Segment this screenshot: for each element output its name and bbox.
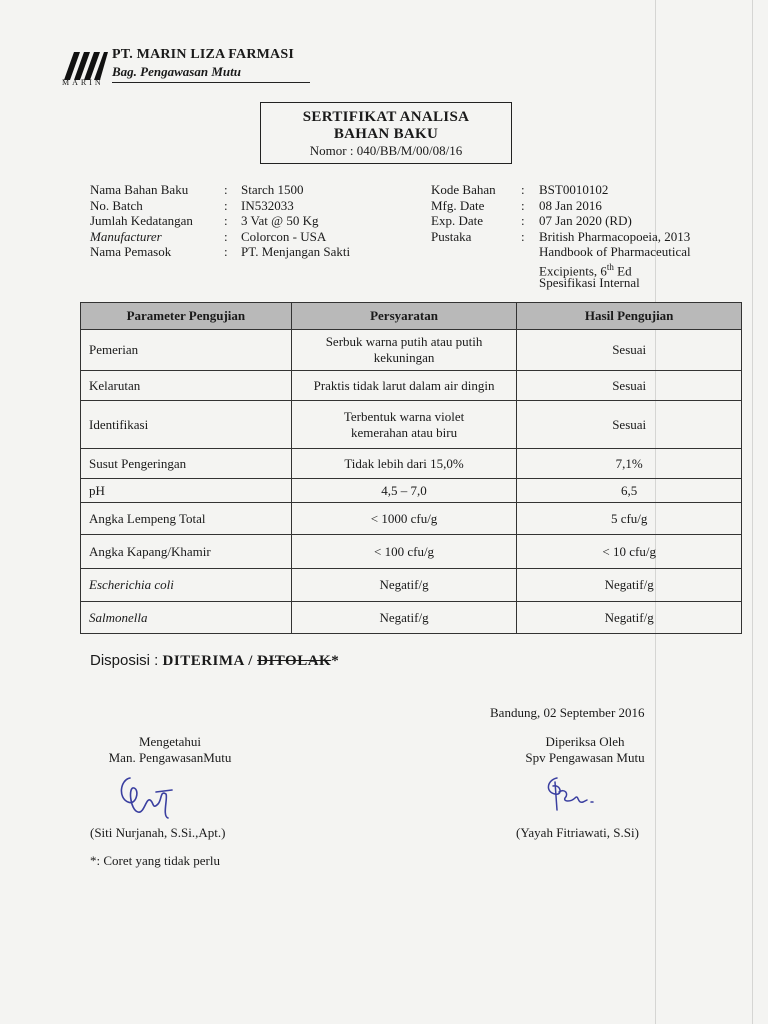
info-left-labels [90, 182, 193, 260]
result-cell: Sesuai [517, 330, 742, 371]
table-header-row [81, 303, 742, 330]
separator: : [521, 213, 525, 228]
requirement-line-2: kekuningan [373, 350, 435, 365]
department-name: Bag. Pengawasan Mutu [112, 64, 241, 79]
certificate-subtitle: BAHAN BAKU [333, 126, 439, 142]
param-cell: Salmonella [81, 602, 292, 634]
table-row [81, 330, 742, 371]
header-requirement: Persyaratan [291, 303, 517, 330]
result-cell: < 10 cfu/g [517, 535, 742, 569]
reference-3-suffix: Ed [613, 262, 632, 278]
param-cell: Pemerian [81, 330, 292, 371]
requirement-cell: < 1000 cfu/g [291, 503, 517, 535]
param-cell: pH [81, 479, 292, 503]
result-cell: 7,1% [517, 449, 742, 479]
label-material-code: Kode Bahan [431, 182, 496, 197]
header-parameter: Parameter Pengujian [81, 303, 292, 330]
table-row [81, 569, 742, 602]
value-mfg-date: 08 Jan 2016 [539, 197, 602, 213]
value-material-name: Starch 1500 [241, 182, 304, 197]
result-cell: Negatif/g [517, 569, 742, 602]
right-signatory-block [500, 734, 670, 766]
label-material-name: Nama Bahan Baku [90, 182, 189, 197]
param-cell: Escherichia coli [81, 569, 292, 602]
table-row [81, 479, 742, 503]
value-reference: British Pharmacopoeia, 2013 [539, 228, 691, 244]
separator: : [224, 182, 228, 197]
right-signatory-role-2: Spv Pengawasan Mutu [525, 750, 645, 765]
table-row [81, 401, 742, 449]
label-mfg-date: Mfg. Date [431, 197, 485, 213]
separator: : [521, 197, 525, 213]
requirement-cell [291, 330, 517, 371]
certificate-title: SERTIFIKAT ANALISA [302, 109, 470, 125]
table-row [81, 449, 742, 479]
disposition-rejected: DITOLAK [257, 653, 332, 669]
value-manufacturer: Colorcon - USA [241, 228, 327, 244]
logo-text: MARIN [62, 78, 104, 87]
certificate-title-box [260, 102, 512, 164]
requirement-cell: Tidak lebih dari 15,0% [291, 449, 517, 479]
requirement-line-2: kemerahan atau biru [350, 424, 458, 440]
requirement-line-1: Terbentuk warna violet [343, 408, 465, 424]
info-left-values [241, 182, 350, 260]
left-signatory-name: (Siti Nurjanah, S.Si.,Apt.) [90, 825, 226, 840]
requirement-cell: Negatif/g [291, 602, 517, 634]
result-cell: Sesuai [517, 371, 742, 401]
table-row [81, 371, 742, 401]
test-results-table [80, 302, 742, 634]
disposition-accepted: DITERIMA / [162, 653, 253, 669]
value-reference-3 [539, 260, 691, 276]
disposition-mark: * [331, 653, 340, 669]
requirement-cell [291, 401, 517, 449]
param-cell: Angka Kapang/Khamir [81, 535, 292, 569]
header-underline [112, 82, 310, 83]
result-cell: 6,5 [517, 479, 742, 503]
separator: : [224, 197, 228, 213]
place-date: Bandung, 02 September 2016 [490, 705, 645, 720]
value-reference-4: Spesifikasi Internal [539, 275, 640, 290]
separator: : [224, 244, 228, 259]
result-cell: Negatif/g [517, 602, 742, 634]
info-left-separators [224, 182, 228, 260]
separator: : [521, 228, 525, 244]
reference-3-sup: th [606, 261, 614, 272]
table-row [81, 602, 742, 634]
requirement-cell: Negatif/g [291, 569, 517, 602]
left-signatory-role-2: Man. PengawasanMutu [108, 750, 232, 765]
scan-artifact [752, 0, 753, 1024]
right-signature [535, 772, 615, 817]
label-reference: Pustaka [431, 228, 472, 244]
left-signatory-block [80, 734, 260, 766]
left-signature [110, 770, 190, 825]
value-material-code: BST0010102 [539, 182, 609, 197]
separator: : [224, 228, 228, 244]
header-result: Hasil Pengujian [517, 303, 742, 330]
right-signatory-role-1: Diperiksa Oleh [545, 734, 625, 749]
requirement-line-1: Serbuk warna putih atau putih [325, 334, 483, 349]
param-cell: Identifikasi [81, 401, 292, 449]
label-batch: No. Batch [90, 197, 143, 213]
info-right-values [539, 182, 691, 291]
requirement-cell: Praktis tidak larut dalam air dingin [291, 371, 517, 401]
left-signatory-role-1: Mengetahui [138, 734, 202, 749]
table-row [81, 535, 742, 569]
value-supplier: PT. Menjangan Sakti [241, 244, 351, 259]
footnote: *: Coret yang tidak perlu [90, 853, 220, 868]
reference-3-text: Excipients, 6 [539, 262, 607, 278]
label-quantity: Jumlah Kedatangan [90, 213, 193, 228]
separator: : [224, 213, 228, 228]
requirement-cell: < 100 cfu/g [291, 535, 517, 569]
param-cell: Angka Lempeng Total [81, 503, 292, 535]
right-signatory-name: (Yayah Fitriawati, S.Si) [516, 825, 639, 840]
result-cell: Sesuai [517, 401, 742, 449]
label-supplier: Nama Pemasok [90, 244, 172, 259]
certificate-number: Nomor : 040/BB/M/00/08/16 [309, 143, 463, 158]
param-cell: Kelarutan [81, 371, 292, 401]
label-exp-date: Exp. Date [431, 213, 483, 228]
info-right-separators [521, 182, 525, 244]
result-cell: 5 cfu/g [517, 503, 742, 535]
value-reference-2: Handbook of Pharmaceutical [539, 244, 691, 259]
disposition [90, 652, 339, 670]
param-cell: Susut Pengeringan [81, 449, 292, 479]
requirement-cell: 4,5 – 7,0 [291, 479, 517, 503]
table-row [81, 503, 742, 535]
label-manufacturer: Manufacturer [90, 228, 162, 244]
value-quantity: 3 Vat @ 50 Kg [241, 213, 319, 228]
value-exp-date: 07 Jan 2020 (RD) [539, 213, 632, 228]
disposition-label: Disposisi : [90, 652, 159, 669]
company-name: PT. MARIN LIZA FARMASI [112, 47, 294, 62]
value-batch: IN532033 [241, 197, 294, 213]
separator: : [521, 182, 525, 197]
info-right-labels [431, 182, 496, 244]
